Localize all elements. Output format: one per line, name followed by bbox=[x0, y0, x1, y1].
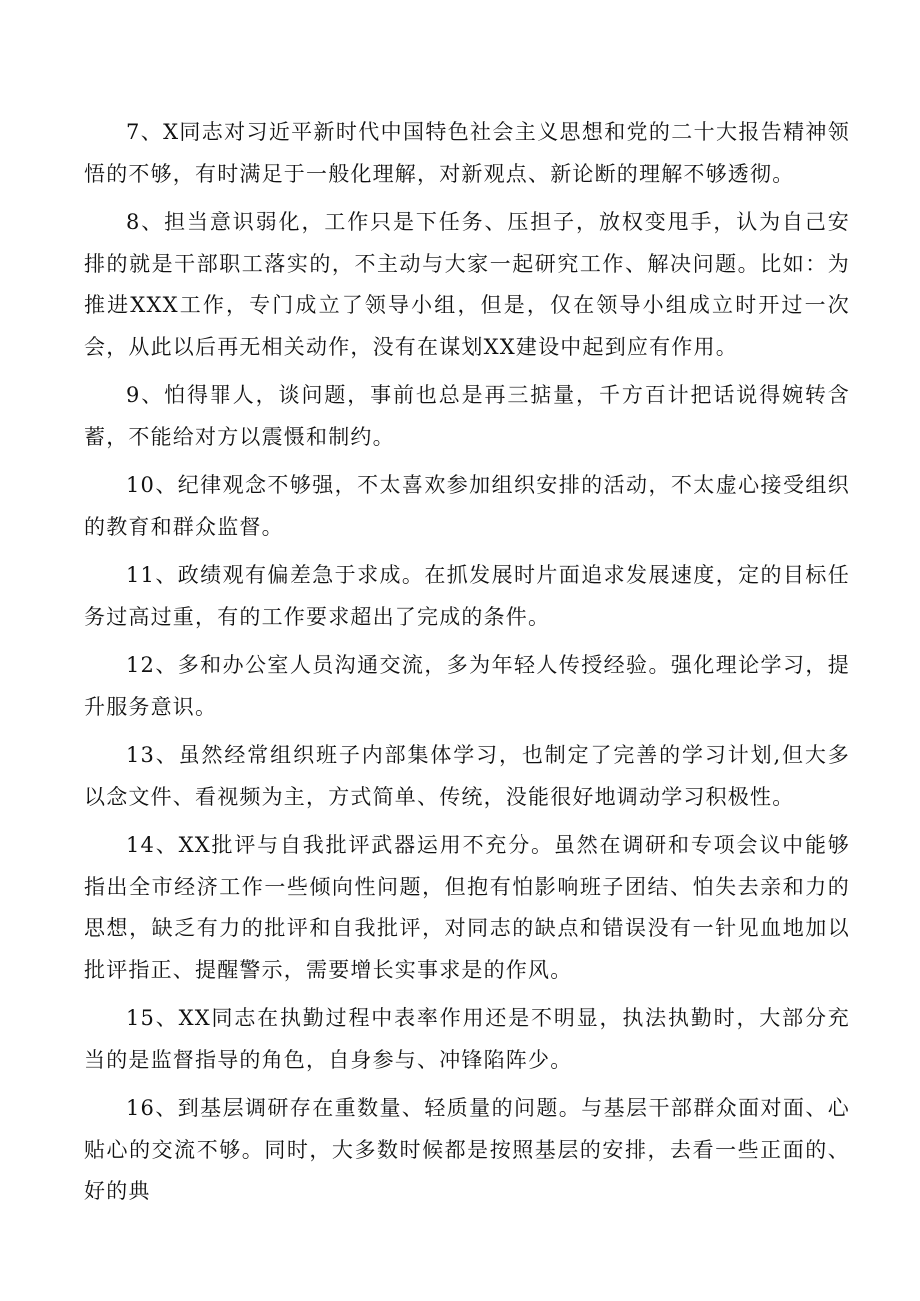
paragraph-10: 10、纪律观念不够强，不太喜欢参加组织安排的活动，不太虚心接受组织的教育和群众监督。 bbox=[84, 473, 850, 539]
paragraph-15: 15、XX同志在执勤过程中表率作用还是不明显，执法执勤时，大部分充当的是监督指导的角色，自身参与、冲锋陷阵少。 bbox=[84, 1006, 850, 1072]
paragraph-14: 14、XX批评与自我批评武器运用不充分。虽然在调研和专项会议中能够指出全市经济工作一些倾向性问题，但抱有怕影响班子团结、怕失去亲和力的思想，缺乏有力的批评和自我批评，对同志的缺点和错误没有一针见血地加以批评指正、提醒警示，需要增长实事求是的作风。 bbox=[84, 833, 850, 982]
paragraph-11: 11、政绩观有偏差急于求成。在抓发展时片面追求发展速度，定的目标任务过高过重，有的工作要求超出了完成的条件。 bbox=[84, 563, 850, 629]
paragraph-8: 8、担当意识弱化，工作只是下任务、压担子，放权变甩手，认为自己安排的就是干部职工落实的，不主动与大家一起研究工作、解决问题。比如：为推进XXX工作，专门成立了领导小组，但是，仅在领导小组成立时开过一次会，从此以后再无相关动作，没有在谋划XX建设中起到应有作用。 bbox=[84, 210, 850, 359]
paragraph-12: 12、多和办公室人员沟通交流，多为年轻人传授经验。强化理论学习，提升服务意识。 bbox=[84, 653, 850, 719]
paragraph-9: 9、怕得罪人，谈问题，事前也总是再三掂量，千方百计把话说得婉转含蓄，不能给对方以震慑和制约。 bbox=[84, 383, 850, 449]
paragraph-7: 7、X同志对习近平新时代中国特色社会主义思想和党的二十大报告精神领悟的不够，有时满足于一般化理解，对新观点、新论断的理解不够透彻。 bbox=[84, 120, 850, 186]
paragraph-13: 13、虽然经常组织班子内部集体学习，也制定了完善的学习计划,但大多以念文件、看视频为主，方式简单、传统，没能很好地调动学习积极性。 bbox=[84, 743, 850, 809]
paragraph-16: 16、到基层调研存在重数量、轻质量的问题。与基层干部群众面对面、心贴心的交流不够。同时，大多数时候都是按照基层的安排，去看一些正面的、好的典 bbox=[84, 1096, 850, 1203]
document-body bbox=[84, 112, 850, 1220]
